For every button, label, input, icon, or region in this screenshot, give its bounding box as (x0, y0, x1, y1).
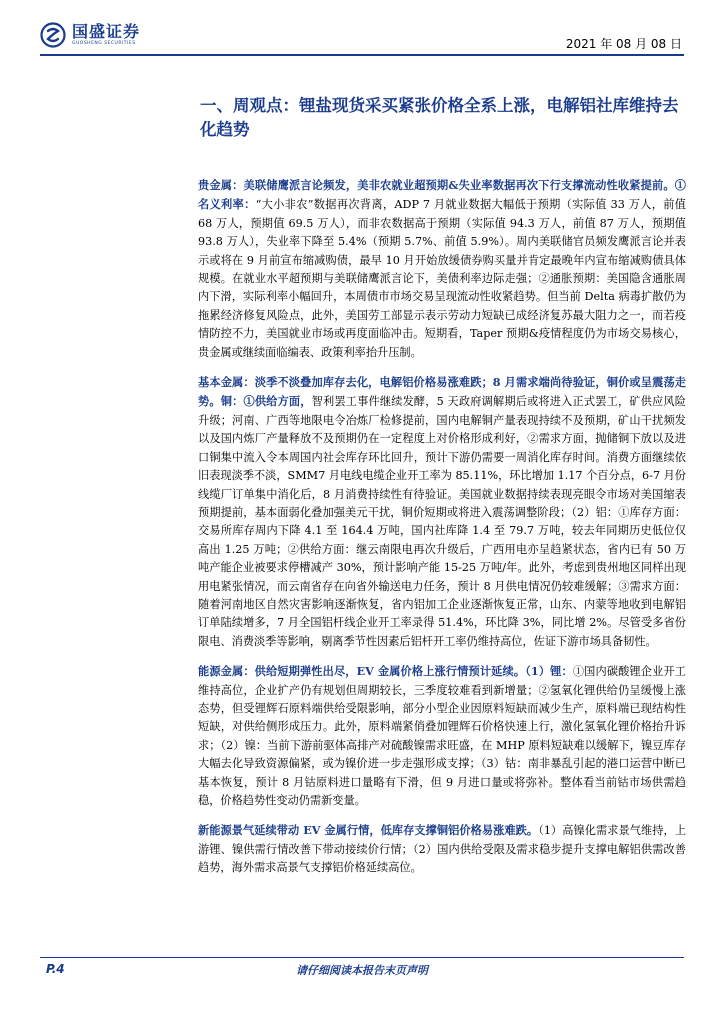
report-body (198, 176, 686, 889)
logo-name-cn: 国盛证券 (72, 22, 141, 41)
paragraph-new-energy (198, 821, 686, 877)
company-logo (40, 22, 140, 48)
footer-divider (40, 957, 684, 958)
report-date: 2021 年 08 月 08 日 (565, 37, 682, 51)
paragraph-energy-metals (198, 662, 686, 810)
paragraph-body: （1）高镍化需求景气维持，上游锂、镍供需行情改善下带动接续价行情；（2）国内供给受限及需求稳步提升支撑电解铝供需改善趋势，海外需求高景气支撑铝价格延续高位。 (198, 824, 687, 875)
guosheng-logo-icon (40, 22, 66, 48)
paragraph-base-metals (198, 373, 686, 651)
page-header (0, 0, 724, 60)
footer-disclaimer: 请仔细阅读本报告末页声明 (296, 964, 428, 977)
paragraph-precious-metals (198, 176, 686, 362)
paragraph-lead: 新能源景气延续带动 EV 金属行情，低库存支撑铜铝价格易涨难跌。 (198, 823, 539, 838)
section-title: 一、周观点：锂盐现货采买紧张价格全系上涨，电解铝社库维持去化趋势 (200, 96, 679, 139)
paragraph-body: “大小非农”数据再次背离，ADP 7 月就业数据大幅低于预期（实际值 33 万人，前值 68 万人，预期值 69.5 万人），而非农数据高于预期（实际值 94.3 万人，前值 87 万人，预期值 93.8 万人），失业率下降至 5.4%（预期 5.7%、前值 5.9%）。周内美联储官员频发鹰派言论并表示或将在 9 月前宣布缩减购债，最早 10 月开始放缓债券购买量并肯定最晚年内宣布缩减购债具体规模。在就业水平超预期与美联储鹰派言论下，美债利率边际走强；②通胀预期：美国隐含通胀周内下滑，实际利率小幅回升，本周债市市场交易呈现流动性收紧趋势。但当前 Delta 病毒扩散仍为拖累经济修复风险点，此外，美国劳工部显示表示劳动力短缺已成经济复苏最大阻力之一，而若疫情防控不力，美国就业市场或再度面临冲击。短期看，Taper 预期&疫情程度仍为市场交易核心，贵金属或继续面临编表、政策利率抬升压制。 (198, 198, 686, 359)
paragraph-body: 智利罢工事件继续发酵，5 天政府调解期后或将进入正式罢工，矿供应风险升级；河南、广西等地限电令冶炼厂检修提前，国内电解铜产量表现持续不及预期，矿山干扰频发以及国内炼厂产量释放不及预期仍在一定程度上对价格形成利好，②需求方面，抛储铜下放以及进口铜集中流入令本周国内社会库存环比回升，预计下游仍需要一周消化库存时间。消费方面继续依旧表现淡季不淡，SMM7 月电线电缆企业开工率为 85.11%，环比增加 1.17 个百分点，6-7 月份线缆厂订单集中消化后，8 月消费持续性有待验证。美国就业数据持续表现亮眼令市场对美国缩表预期提前，基本面弱化叠加强美元干扰，铜价短期或将进入震荡调整阶段；（2）铝：①库存方面：交易所库存周内下降 4.1 至 164.4 万吨，国内社库降 1.4 至 79.7 万吨，较去年同期历史低位仅高出 1.25 万吨；②供给方面：继云南限电再次升级后，广西用电亦呈趋紧状态，省内已有 50 万吨产能企业被要求停槽减产 30%，预计影响产能 15-25 万吨/年。此外，考虑到贵州地区同样出现用电紧张情况，而云南省存在向省外输送电力任务，预计 8 月供电情况仍较难缓解；③需求方面：随着河南地区自然灾害影响逐渐恢复，省内铝加工企业逐渐恢复正常，山东、内蒙等地收到电解铝订单陆续增多，7 月全国铝杆线企业开工率录得 51.4%，环比降 3%，同比增 2%。尽管受多省份限电、消费淡季等影响，剔离季节性因素后铝杆开工率仍维持高位，佐证下游市场具备韧性。 (198, 395, 686, 648)
paragraph-lead: 贵金属：美联储鹰派言论频发，美非农就业超预期&失业率数据再次下行支撑流动性收紧提前。①名义利率： (198, 178, 686, 212)
header-divider (40, 54, 684, 56)
paragraph-lead: 能源金属：供给短期弹性出尽，EV 金属价格上涨行情预计延续。（1）锂： (198, 664, 573, 679)
paragraph-body: ①国内碳酸锂企业开工维持高位，企业扩产仍有规划但周期较长，三季度较难看到新增量；②氢氧化锂供给仍呈缓慢上涨态势，但受锂辉石原料端供给受限影响，部分小型企业因原料短缺而减少生产，原料端已现结构性短缺，对供给侧形成压力。此外，原料端紧俏叠加锂辉石价格快速上行，激化氢氧化锂价格抬升诉求；（2）镍：当前下游前驱体高排产对硫酸镍需求旺盛，在 MHP 原料短缺难以缓解下，镍豆库存大幅去化导致资源偏紧，或为镍价进一步走强形成支撑；（3）钴：南非暴乱引起的港口运营中断已基本恢复，预计 8 月钴原料进口量略有下滑，但 9 月进口量或将弥补。整体看当前钴市场供需趋稳，价格趋势性变动仍需新变量。 (198, 665, 686, 807)
logo-name-en: GUOSHENG SECURITIES (72, 41, 136, 46)
page-number: P.4 (46, 962, 65, 976)
logo-text (72, 23, 140, 47)
paragraph-lead: 基本金属：淡季不淡叠加库存去化，电解铝价格易涨难跌；8 月需求端尚待验证，铜价或呈震荡走势。铜：①供给方面， (198, 375, 686, 409)
